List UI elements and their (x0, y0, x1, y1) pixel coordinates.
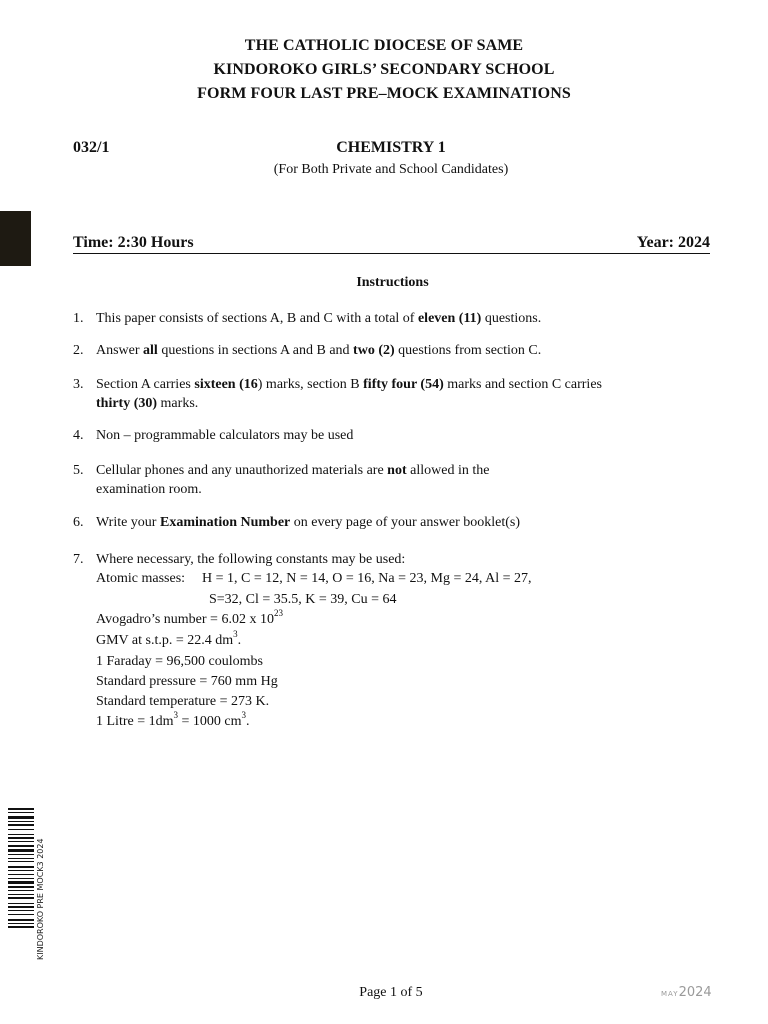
instruction-item (73, 341, 633, 360)
item-text: Section A carries sixteen (16) marks, section B fifty four (54) marks and section C carries thirty (30) marks. (96, 377, 602, 411)
item-number: 7. (73, 552, 84, 567)
avogadro-number: Avogadro’s number = 6.02 x $10^{23}$ (96, 608, 283, 627)
item-text: Answer all questions in sections A and B and two (2) questions from section C. (96, 343, 542, 358)
item-number: 5. (73, 463, 84, 478)
item-number: 2. (73, 343, 84, 358)
item-number: 1. (73, 311, 84, 326)
gmv-value: GMV at s.t.p. = 22.4 $dm^3$. (96, 629, 242, 648)
exam-title: FORM FOUR LAST PRE–MOCK EXAMINATIONS (197, 85, 571, 102)
candidates-note: (For Both Private and School Candidates) (273, 162, 509, 177)
instruction-item (73, 461, 633, 499)
barcode-label: KINDOROKO PRE MOCK3 2024 (36, 838, 45, 960)
instruction-item (73, 426, 633, 445)
faraday-value: 1 Faraday = 96,500 coulombs (96, 654, 263, 669)
date-watermark: MAY2024 (661, 985, 712, 1000)
instruction-item (73, 550, 633, 569)
side-marker-block (0, 211, 31, 266)
instruction-item (73, 309, 633, 328)
subject-title: CHEMISTRY 1 (336, 139, 446, 156)
standard-temperature: Standard temperature = 273 K. (96, 694, 270, 709)
instruction-item (73, 513, 633, 532)
barcode-image (8, 808, 34, 960)
atomic-masses-line2: S=32, Cl = 35.5, K = 39, Cu = 64 (209, 592, 397, 607)
item-text: Where necessary, the following constants may be used: (96, 552, 406, 567)
instructions-heading: Instructions (356, 275, 429, 290)
atomic-masses-line1: Atomic masses: H = 1, C = 12, N = 14, O = 16, Na = 23, Mg = 24, Al = 27, (96, 571, 532, 586)
instruction-item (73, 375, 633, 413)
year-label: Year: 2024 (636, 234, 710, 251)
paper-code: 032/1 (73, 139, 110, 156)
time-year-row (73, 234, 710, 254)
item-text: Non – programmable calculators may be used (96, 428, 354, 443)
item-text: This paper consists of sections A, B and C with a total of eleven (11) questions. (96, 311, 542, 326)
time-label: Time: 2:30 Hours (73, 234, 194, 251)
item-number: 3. (73, 377, 84, 392)
litre-conversion: 1 Litre = $1dm^3 = 1000$ $cm^3$. (96, 710, 250, 729)
item-number: 6. (73, 515, 84, 530)
page-number: Page 1 of 5 (359, 985, 423, 1000)
item-text: Cellular phones and any unauthorized materials are not allowed in the examination room. (96, 463, 490, 497)
school-diocese: THE CATHOLIC DIOCESE OF SAME (244, 37, 524, 54)
school-name: KINDOROKO GIRLS’ SECONDARY SCHOOL (213, 61, 555, 78)
item-text: Write your Examination Number on every page of your answer booklet(s) (96, 515, 521, 530)
standard-pressure: Standard pressure = 760 mm Hg (96, 674, 278, 689)
item-number: 4. (73, 428, 84, 443)
